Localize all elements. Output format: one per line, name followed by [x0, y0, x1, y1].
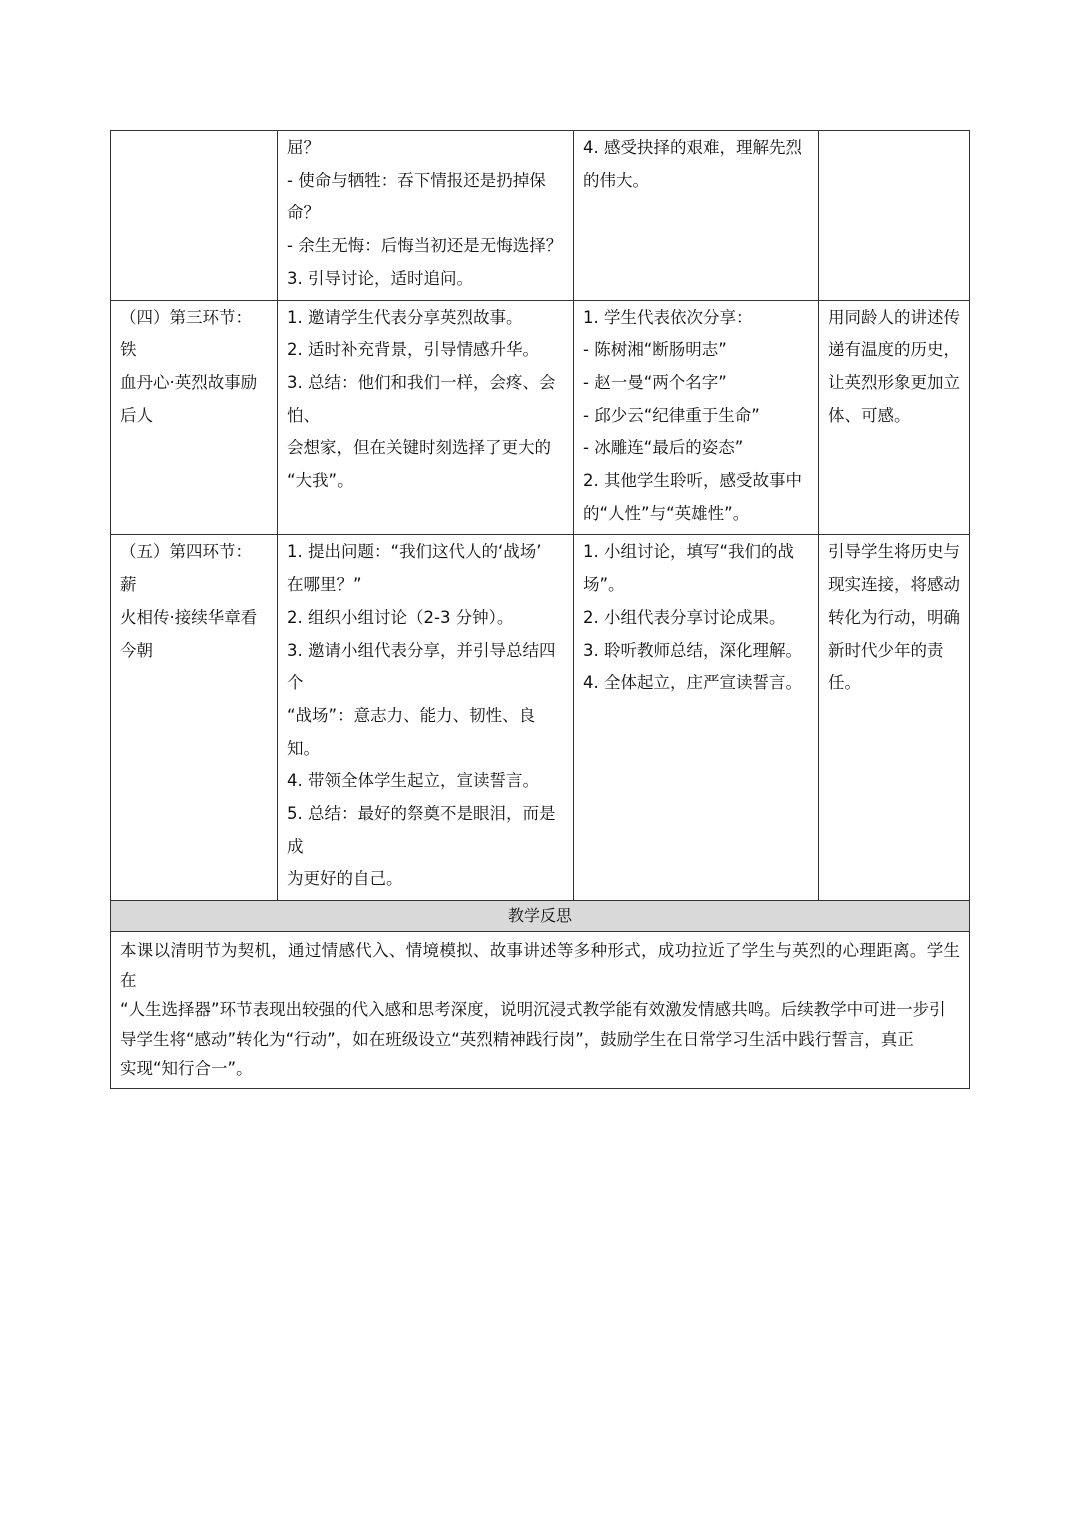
- cell-line: - 冰雕连“最后的姿态”: [583, 438, 744, 458]
- cell-line: 4. 感受抉择的艰难，理解先烈: [583, 138, 802, 157]
- cell-line: 会想家，但在关键时刻选择了更大的: [287, 438, 551, 458]
- cell-line: （五）第四环节：薪: [120, 542, 252, 595]
- cell-line: 血丹心·英烈故事励: [120, 372, 258, 392]
- cell-line: 1. 提出问题：“我们这代人的‘战场’: [287, 542, 542, 562]
- reflection-text-cell: [111, 932, 970, 1089]
- teacher-activity-cell: [278, 131, 574, 301]
- cell-line: 引导学生将历史与: [828, 542, 960, 562]
- cell-line: 递有温度的历史，: [828, 340, 960, 360]
- cell-line: “大我”。: [287, 471, 354, 491]
- student-activity-cell: [574, 131, 819, 301]
- reflection-row: [111, 932, 970, 1089]
- cell-line: 1. 学生代表依次分享：: [583, 307, 753, 327]
- cell-line: 后人: [120, 405, 153, 425]
- cell-line: 场”。: [583, 575, 625, 595]
- cell-line: 火相传·接续华章看: [120, 607, 258, 627]
- lesson-plan-table: [110, 130, 970, 1089]
- cell-line: - 陈树湘“断肠明志”: [583, 340, 727, 360]
- cell-line: - 余生无悔：后悔当初还是无悔选择？: [287, 236, 563, 256]
- cell-line: 在哪里？”: [287, 575, 362, 595]
- cell-line: 3. 总结：他们和我们一样，会疼、会怕、: [287, 372, 556, 425]
- cell-line: 的伟大。: [583, 170, 649, 190]
- table-row: [111, 131, 970, 301]
- cell-line: 现实连接，将感动: [828, 575, 960, 595]
- reflection-line: 本课以清明节为契机，通过情感代入、情境模拟、故事讲述等多种形式，成功拉近了学生与英烈的心理距离。学生在: [120, 941, 960, 990]
- reflection-header: 教学反思: [111, 901, 970, 932]
- cell-line: 5. 总结：最好的祭奠不是眼泪，而是成: [287, 804, 556, 856]
- cell-line: 转化为行动，明确: [828, 607, 960, 627]
- reflection-line: 导学生将“感动”转化为“行动”，如在班级设立“英烈精神践行岗”，鼓励学生在日常学习生活中践行誓言，真正: [120, 1029, 914, 1049]
- reflection-line: “人生选择器”环节表现出较强的代入感和思考深度，说明沉浸式教学能有效激发情感共鸣。后续教学中可进一步引: [120, 1000, 946, 1020]
- cell-line: 2. 其他学生聆听，感受故事中: [583, 471, 802, 491]
- cell-line: “战场”：意志力、能力、韧性、良知。: [287, 705, 536, 758]
- cell-line: （四）第三环节：铁: [120, 307, 252, 360]
- cell-line: 让英烈形象更加立: [828, 372, 960, 392]
- reflection-header-row: [111, 901, 970, 932]
- cell-line: 命？: [287, 203, 320, 223]
- teacher-activity-cell: [278, 535, 574, 901]
- cell-line: 1. 邀请学生代表分享英烈故事。: [287, 307, 523, 327]
- cell-line: - 邱少云“纪律重于生命”: [583, 405, 760, 425]
- cell-line: 4. 带领全体学生起立，宣读誓言。: [287, 771, 539, 791]
- cell-line: 1. 小组讨论，填写“我们的战: [583, 542, 795, 562]
- design-intent-cell: [819, 535, 970, 901]
- cell-line: 3. 邀请小组代表分享，并引导总结四个: [287, 640, 556, 693]
- cell-line: - 赵一曼“两个名字”: [583, 372, 727, 392]
- table-row: [111, 300, 970, 535]
- cell-line: 3. 聆听教师总结，深化理解。: [583, 640, 802, 660]
- teacher-activity-cell: [278, 300, 574, 535]
- stage-cell: [111, 131, 278, 301]
- cell-line: 今朝: [120, 640, 153, 660]
- design-intent-cell: [819, 131, 970, 301]
- design-intent-cell: [819, 300, 970, 535]
- cell-line: 屈？: [287, 138, 320, 157]
- cell-line: 的“人性”与“英雄性”。: [583, 503, 750, 523]
- cell-line: 2. 小组代表分享讨论成果。: [583, 607, 786, 627]
- cell-line: 体、可感。: [828, 405, 911, 425]
- student-activity-cell: [574, 535, 819, 901]
- stage-cell: [111, 535, 278, 901]
- cell-line: 2. 适时补充背景，引导情感升华。: [287, 340, 539, 360]
- table-row: [111, 535, 970, 901]
- cell-line: 任。: [828, 673, 861, 693]
- cell-line: 3. 引导讨论，适时追问。: [287, 268, 473, 288]
- stage-cell: [111, 300, 278, 535]
- cell-line: 用同龄人的讲述传: [828, 307, 960, 327]
- cell-line: 为更好的自己。: [287, 869, 403, 889]
- cell-line: 新时代少年的责: [828, 640, 944, 660]
- cell-line: 4. 全体起立，庄严宣读誓言。: [583, 673, 802, 693]
- reflection-line: 实现“知行合一”。: [120, 1059, 253, 1079]
- student-activity-cell: [574, 300, 819, 535]
- cell-line: - 使命与牺牲：吞下情报还是扔掉保: [287, 170, 546, 190]
- cell-line: 2. 组织小组讨论（2-3 分钟）。: [287, 607, 514, 627]
